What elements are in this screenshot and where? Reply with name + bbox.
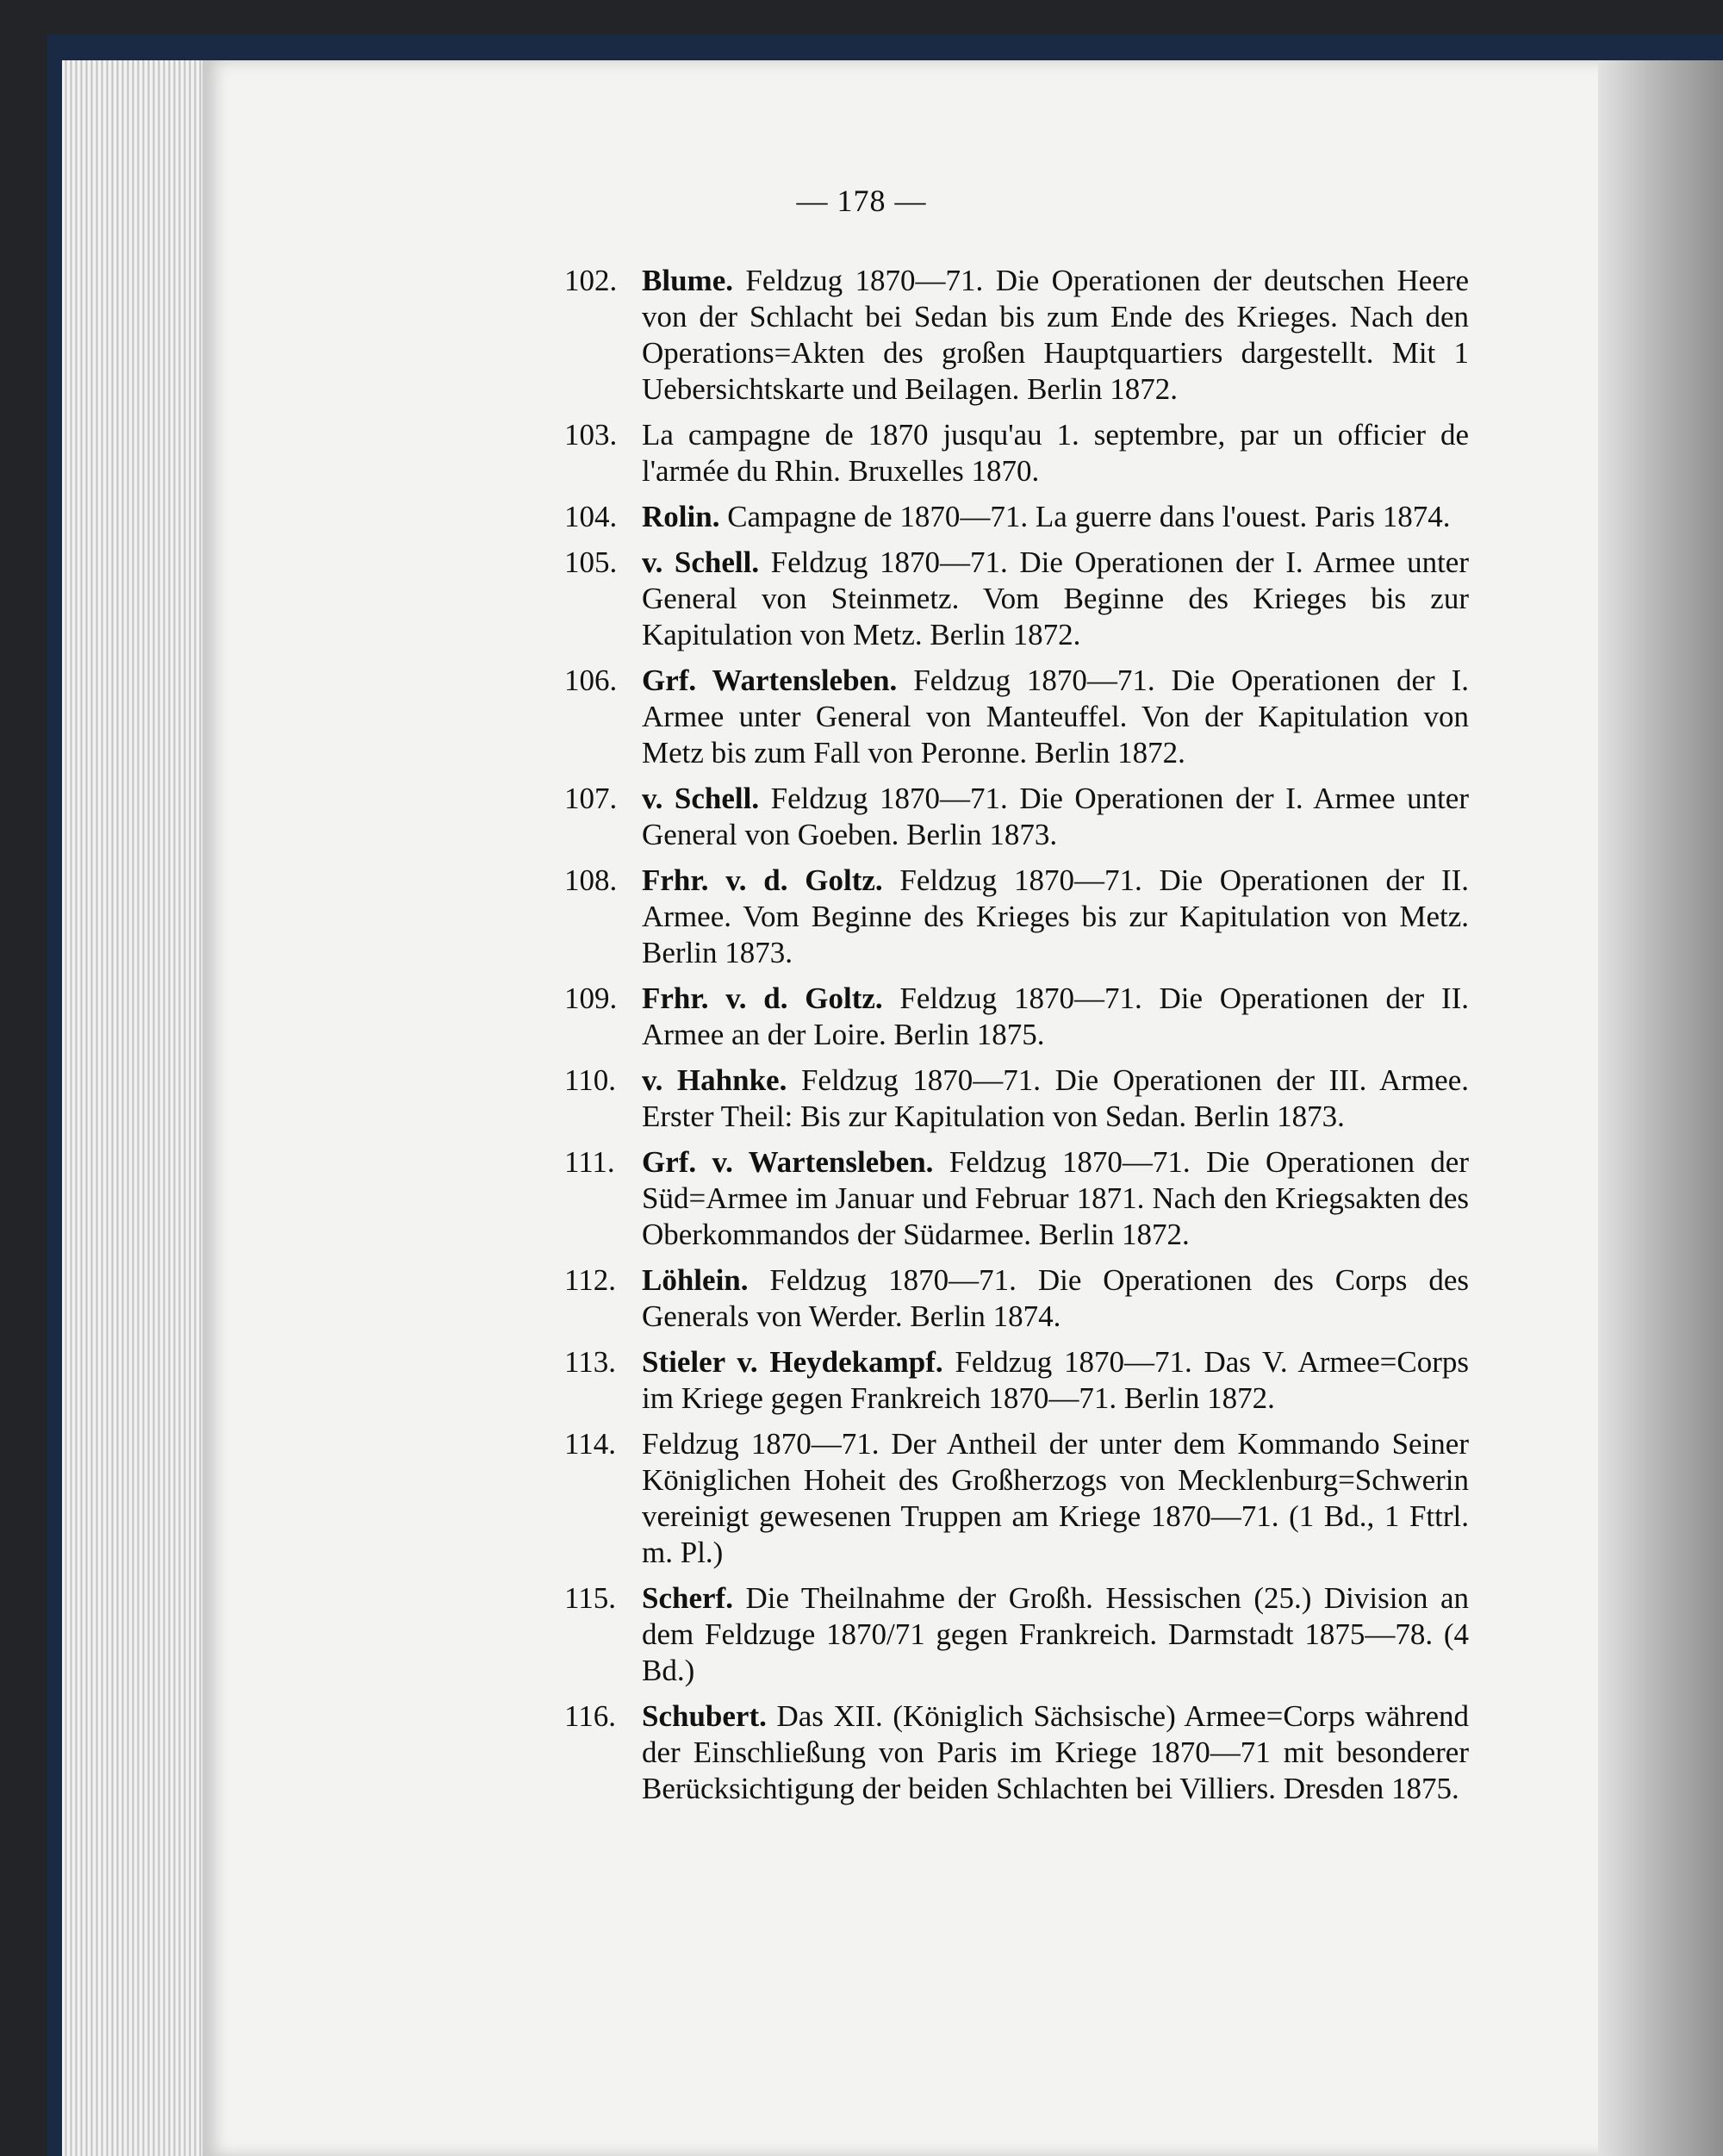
entry-number: 113. <box>564 1345 616 1379</box>
entry-number: 115. <box>564 1581 616 1615</box>
bibliography-entry <box>564 1698 1469 1807</box>
bibliography-entry <box>564 545 1469 653</box>
entry-number: 103. <box>564 418 618 452</box>
entry-number: 109. <box>564 981 618 1015</box>
entry-author: v. Hahnke. <box>642 1063 787 1097</box>
entry-author: Grf. v. Wartensleben. <box>642 1145 934 1179</box>
entry-number: 107. <box>564 782 618 815</box>
entry-number: 111. <box>564 1145 615 1179</box>
entry-text: Feldzug 1870—71. Die Operationen der I. Armee unter General von Manteuffel. Von der Kapitulation von Metz bis zum Fall von Peronne. Berlin 1872. <box>642 664 1470 770</box>
entry-number: 102. <box>564 264 618 297</box>
entry-text: Feldzug 1870—71. Die Operationen der I. Armee unter General von Steinmetz. Vom Beginne des Krieges bis zur Kapitulation von Metz. Berlin 1872. <box>642 545 1469 651</box>
page-stack-edge <box>62 60 226 2156</box>
entry-author: Blume. <box>642 264 733 297</box>
entry-author: Löhlein. <box>642 1263 749 1297</box>
entry-text: Feldzug 1870—71. Der Antheil der unter dem Kommando Seiner Königlichen Hoheit des Großherzogs von Mecklenburg=Schwerin vereinigt gewesenen Truppen am Kriege 1870—71. (1 Bd., 1 Fttrl. m. Pl.) <box>642 1427 1469 1569</box>
bibliography-entry <box>564 1344 1469 1417</box>
entry-text: Campagne de 1870—71. La guerre dans l'ouest. Paris 1874. <box>727 500 1451 533</box>
entry-text: Feldzug 1870—71. Die Operationen der II. Armee an der Loire. Berlin 1875. <box>642 981 1470 1051</box>
entry-number: 112. <box>564 1263 616 1297</box>
bibliography-entry <box>564 1262 1469 1335</box>
entry-number: 108. <box>564 863 618 897</box>
entry-number: 116. <box>564 1699 616 1733</box>
entry-text: Feldzug 1870—71. Die Operationen der deutschen Heere von der Schlacht bei Sedan bis zum Ende des Krieges. Nach den Operations=Akten des großen Hauptquartiers dargestellt. Mit 1 Uebersichtskarte und Beilagen. Berlin 1872. <box>642 264 1470 406</box>
entry-author: v. Schell. <box>642 782 760 815</box>
entry-number: 104. <box>564 500 618 533</box>
entry-number: 105. <box>564 545 618 579</box>
entry-author: Rolin. <box>642 500 720 533</box>
page-number: — 178 — <box>796 184 927 218</box>
entry-text: Feldzug 1870—71. Die Operationen der I. Armee unter General von Goeben. Berlin 1873. <box>642 782 1469 851</box>
entry-author: Grf. Wartensleben. <box>642 664 898 697</box>
bibliography-entry <box>564 1426 1469 1571</box>
entry-author: v. Schell. <box>642 545 760 579</box>
bibliography-entry <box>564 863 1469 971</box>
entry-text: Feldzug 1870—71. Die Operationen des Corps des Generals von Werder. Berlin 1874. <box>642 1263 1469 1333</box>
entry-text: Feldzug 1870—71. Die Operationen der III. Armee. Erster Theil: Bis zur Kapitulation von Sedan. Berlin 1873. <box>642 1063 1469 1133</box>
entry-author: Frhr. v. d. Goltz. <box>642 981 883 1015</box>
bibliography-list <box>564 263 1469 1816</box>
entry-number: 110. <box>564 1063 616 1097</box>
entry-author: Scherf. <box>642 1581 733 1615</box>
bibliography-entry <box>564 417 1469 489</box>
bibliography-entry <box>564 1062 1469 1135</box>
entry-author: Stieler v. Heydekampf. <box>642 1345 943 1379</box>
bibliography-entry <box>564 1580 1469 1689</box>
entry-text: La campagne de 1870 jusqu'au 1. septembre, par un officier de l'armée du Rhin. Bruxelles 1870. <box>642 418 1469 488</box>
entry-author: Schubert. <box>642 1699 767 1733</box>
entry-author: Frhr. v. d. Goltz. <box>642 863 883 897</box>
entry-number: 114. <box>564 1427 616 1461</box>
bibliography-entry <box>564 499 1469 535</box>
bibliography-entry <box>564 263 1469 408</box>
entry-text: Feldzug 1870—71. Die Operationen der Süd=Armee im Januar und Februar 1871. Nach den Kriegsakten des Oberkommandos der Südarmee. Berlin 1872. <box>642 1145 1469 1251</box>
bibliography-entry <box>564 981 1469 1053</box>
book-gutter <box>1598 60 1723 2156</box>
entry-text: Feldzug 1870—71. Die Operationen der II. Armee. Vom Beginne des Krieges bis zur Kapitulation von Metz. Berlin 1873. <box>642 863 1470 969</box>
entry-text: Die Theilnahme der Großh. Hessischen (25.) Division an dem Feldzuge 1870/71 gegen Frankreich. Darmstadt 1875—78. (4 Bd.) <box>642 1581 1469 1687</box>
entry-text: Das XII. (Königlich Sächsische) Armee=Corps während der Einschließung von Paris im Kriege 1870—71 mit besonderer Berücksichtigung der beiden Schlachten bei Villiers. Dresden 1875. <box>642 1699 1469 1805</box>
entry-text: Feldzug 1870—71. Das V. Armee=Corps im Kriege gegen Frankreich 1870—71. Berlin 1872. <box>642 1345 1470 1415</box>
entry-number: 106. <box>564 664 618 697</box>
bibliography-entry <box>564 1144 1469 1253</box>
bibliography-entry <box>564 663 1469 771</box>
bibliography-entry <box>564 781 1469 853</box>
